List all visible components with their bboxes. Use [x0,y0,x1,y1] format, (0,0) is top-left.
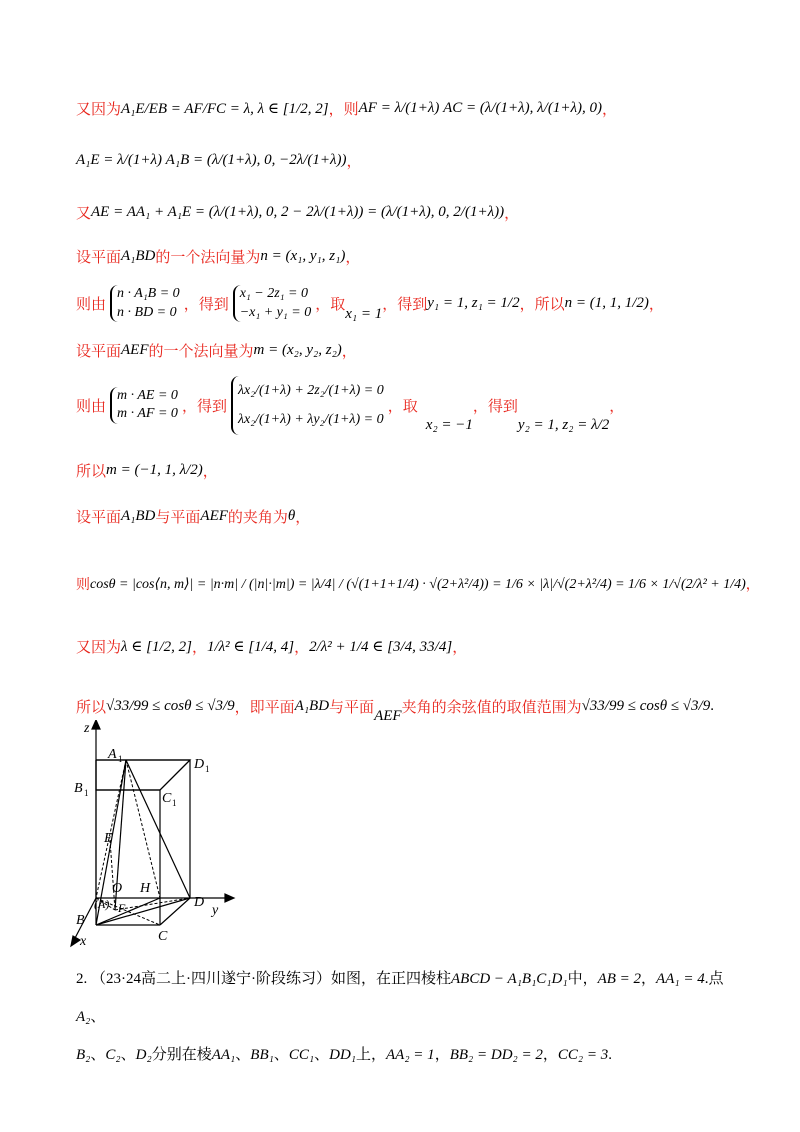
text-you: 又 [76,206,92,222]
equation-2: −x₁ + y₁ = 0 [239,304,312,320]
result-y2-z2: y₂ = 1, z₂ = λ/2 [517,416,610,433]
normal-n-def: n = (x₁, y₁, z₁) [260,248,346,264]
text-ze-you: 则由 [76,297,107,313]
label-o: O [112,881,123,896]
text-ji-ping-mian: ，即平面 [234,700,295,716]
label-c: C [158,929,168,944]
punct: 、 [235,1047,251,1063]
punct: ， [452,640,468,656]
label-x: x [80,934,87,949]
label-e: E [104,831,113,846]
label-z: z [84,721,90,736]
punct: 、 [90,1009,106,1025]
solution-line-3 [76,202,519,223]
cos-theta-range: √33/99 ≤ cosθ ≤ √3/9 [106,698,235,714]
label-y: y [212,903,219,918]
bb2-dd2-value: BB₂ = DD₂ = 2 [449,1047,543,1063]
solution-line-2 [76,150,362,171]
text-normal-vector: 的一个法向量为 [148,344,254,360]
label-a: (A) [94,897,110,911]
punct: . [608,1047,612,1063]
text-ze-you: 则由 [76,398,107,415]
punct: ， [609,398,625,415]
label-d1-sub: 1 [205,764,210,774]
system-n-equations [233,285,312,321]
text-de-dao: ，得到 [382,297,428,313]
punct: 、 [273,1047,289,1063]
plane-aef: AEF [121,342,149,358]
label-b: B [76,913,85,928]
label-h: H [140,881,151,896]
point-c2: C₂ [105,1047,121,1063]
label-d: D [194,895,205,910]
text-you-yin-wei: 又因为 [76,640,122,656]
text-suo-yi: 所以 [76,464,107,480]
prism-name: ABCD − A₁B₁C₁D₁ [451,971,568,987]
text-yu-ping-mian: 与平面 [329,700,375,716]
punct: ， [601,102,617,118]
solution-line-1 [76,98,617,119]
punct: ， [341,344,357,360]
result-y1-z1: y₁ = 1, z₁ = 1/2 [427,295,520,311]
punct: ， [641,971,657,987]
problem-source: （23·24高二上·四川遂宁·阶段练习） [91,971,331,987]
punct: 、 [90,1047,106,1063]
problem-text: 如图，在正四棱柱 [331,971,452,987]
equation-1: x₁ − 2z₁ = 0 [239,286,308,302]
take-x1: x₁ = 1 [345,306,383,322]
punct: 、 [314,1047,330,1063]
label-b1-sub: 1 [84,788,89,798]
system-m-conditions [110,387,178,423]
solution-line-6 [76,340,357,361]
solution-line-11 [76,636,467,657]
z-axis-arrow [92,720,100,729]
text-jia-jiao: 的夹角为 [227,510,288,526]
plane-aef: AEF [374,708,402,724]
text-normal-vector: 的一个法向量为 [155,250,261,266]
text-de-dao: ，得到 [472,398,518,415]
normal-m-value: m = (−1, 1, λ/2) [106,462,203,478]
punct: ， [346,154,362,170]
solution-line-4 [76,246,360,267]
solution-line-5 [76,284,664,323]
label-c1: C [162,791,172,806]
punct: ， [434,1047,450,1063]
solution-line-8 [76,460,218,481]
text-qu: ，取 [387,398,418,415]
edge-bb1: BB₁ [250,1047,274,1063]
punct: 、 [120,1047,136,1063]
solution-line-7 [76,376,624,435]
punct: ， [542,1047,558,1063]
plane-a1bd: A₁BD [294,698,330,714]
solution-line-9 [76,506,310,527]
problem-text: 上， [356,1047,387,1063]
text-ze: 则 [76,578,90,593]
problem-text: .点 [704,971,724,987]
ab-value: AB = 2 [597,971,642,987]
text-suo-yi: 所以 [76,700,107,716]
text-suo-yi: ，所以 [519,297,565,313]
plane-a1bd: A₁BD [121,508,156,524]
point-d2: D₂ [135,1047,152,1063]
text-de-dao: ，得到 [183,297,229,313]
label-a1: A [108,747,117,762]
solution-line-10 [76,574,760,594]
cos-theta-range-final: √33/99 ≤ cosθ ≤ √3/9 [581,698,711,714]
aa2-value: AA₂ = 1 [386,1047,435,1063]
expression-range: 2/λ² + 1/4 ∈ [3/4, 33/4] [309,639,453,655]
a1e-vector-equation: A₁E = λ/(1+λ) A₁B = (λ/(1+λ), 0, −2λ/(1+λ)) [76,152,347,168]
label-a1-sub: 1 [118,754,123,764]
aa1-value: AA₁ = 4 [656,971,705,987]
equation-2: λx₂/(1+λ) + λy₂/(1+λ) = 0 [237,412,384,428]
edge-aa1: AA₁ [211,1047,236,1063]
punct: . [710,698,714,714]
cos-theta-derivation: cosθ = |cos⟨n, m⟩| = |n·m| / (|n|·|m|) = |λ/4| / (√(1+1+1/4) · √(2+λ²/4)) = 1/6 × |λ|/√(2+λ²/4) = 1/6 × 1/√(2/λ² + 1/4) [90,576,746,592]
problem-2 [76,960,736,1074]
y-axis-arrow [225,894,234,902]
text-de-dao: ，得到 [181,398,227,415]
text-you-yin-wei: 又因为 [76,102,122,118]
punct: ， [504,206,520,222]
cc2-value: CC₂ = 3 [557,1047,609,1063]
label-b1: B [74,781,83,796]
condition-m-af: m · AF = 0 [117,406,178,422]
normal-n-value: n = (1, 1, 1/2) [564,295,649,311]
problem-text: 中， [567,971,598,987]
ae-vector-equation: AE = AA₁ + A₁E = (λ/(1+λ), 0, 2 − 2λ/(1+λ)) = (λ/(1+λ), 0, 2/(1+λ)) [91,204,505,220]
text-yu-ping-mian: 与平面 [155,510,201,526]
punct: ， [202,464,218,480]
plane-aef: AEF [200,508,228,524]
label-f: F [118,901,126,915]
system-m-equations [231,376,384,435]
point-a2: A₂ [76,1009,91,1025]
punct: ， [295,510,311,526]
condition-n-a1b: n · A₁B = 0 [117,286,180,302]
label-d1: D [194,757,205,772]
condition-n-bd: n · BD = 0 [117,304,177,320]
text-qu: ，取 [315,297,346,313]
text-she-ping-mian: 设平面 [76,250,122,266]
theta-symbol: θ [287,508,296,524]
text-conclusion: 夹角的余弦值的取值范围为 [401,700,582,716]
punct: ， [345,250,361,266]
prism-figure [60,720,260,950]
edge-cc1: CC₁ [288,1047,315,1063]
normal-m-def: m = (x₂, y₂, z₂) [253,342,342,358]
problem-number: 2. [76,971,88,987]
system-n-conditions [110,285,180,321]
punct: ， [648,297,664,313]
edge-dd1: DD₁ [329,1047,356,1063]
inverse-lambda-sq-range: 1/λ² ∈ [1/4, 4] [206,639,295,655]
ratio-equation: A₁E/EB = AF/FC = λ, λ ∈ [1/2, 2] [121,101,329,117]
af-vector-equation: AF = λ/(1+λ) AC = (λ/(1+λ), λ/(1+λ), 0) [358,100,602,116]
punct: ， [745,578,760,593]
top-face [96,760,190,790]
punct: ， [294,640,310,656]
lambda-range: λ ∈ [1/2, 2] [121,639,192,655]
take-x2: x₂ = −1 [425,416,473,433]
text-ze: ，则 [328,102,359,118]
plane-a1bd: A₁BD [121,248,156,264]
condition-m-ae: m · AE = 0 [117,388,178,404]
x-axis-arrow [71,936,80,946]
text-she-ping-mian: 设平面 [76,510,122,526]
label-c1-sub: 1 [172,798,177,808]
punct: ， [191,640,207,656]
problem-text: 分别在棱 [151,1047,212,1063]
text-she-ping-mian: 设平面 [76,344,122,360]
equation-1: λx₂/(1+λ) + 2z₂/(1+λ) = 0 [237,383,384,398]
point-b2: B₂ [76,1047,91,1063]
